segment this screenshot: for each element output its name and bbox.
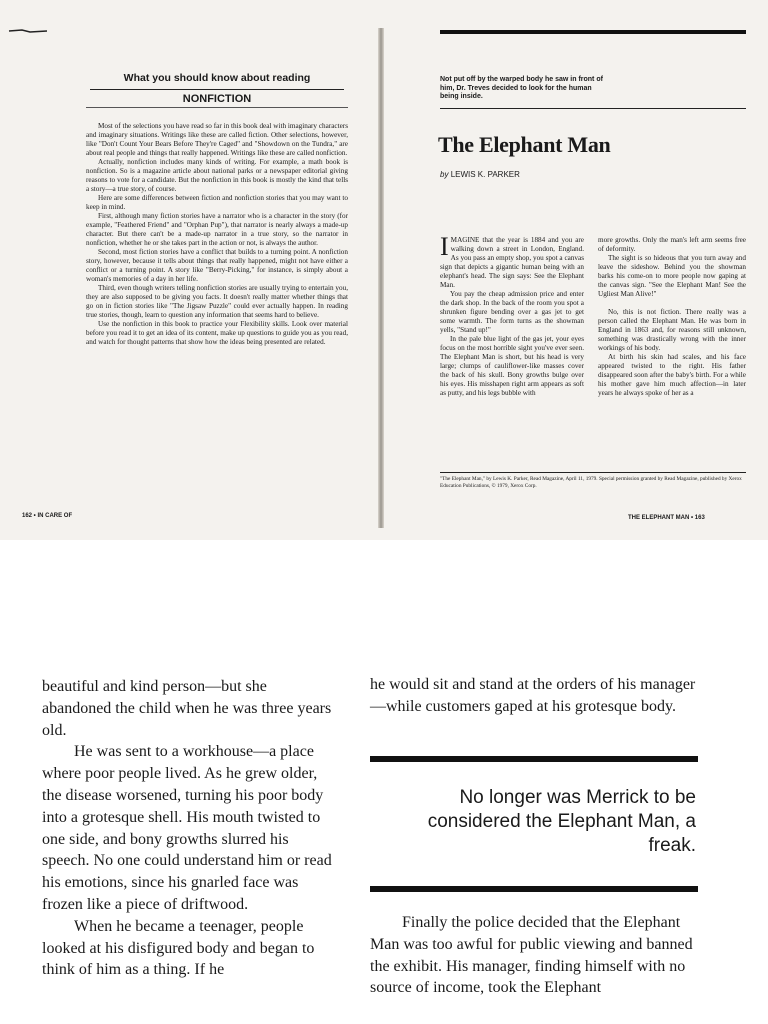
section-header: What you should know about reading (90, 72, 344, 90)
article-column-1 (440, 232, 584, 398)
credit-line: "The Elephant Man," by Lewis K. Parker, Read Magazine, April 11, 1979. Special permission granted by Read Magazine, published by Xerox Education Publications, © 1979, Xerox Corp. (440, 476, 742, 489)
top-rule (440, 30, 746, 34)
byline-prefix: by (440, 170, 449, 179)
left-page-footer: 162 • IN CARE OF (22, 513, 73, 519)
paragraph: more growths. Only the man's left arm seems free of deformity. (598, 236, 746, 253)
paragraph: When he became a teenager, people looked at his disfigured body and began to think of him as a thing. If he (42, 917, 315, 979)
paragraph: In the pale blue light of the gas jet, your eyes focus on the most horrible sight you've ever seen. The Elephant Man is short, but his head is very large; clumps of cauliflower-like masses cover the back of his skull. Bony growths bulge over his eyes. His misshapen right arm appears as soft as putty, and his legs bubble with (440, 335, 584, 397)
article-title: The Elephant Man (438, 132, 611, 157)
article-column-2 (598, 236, 746, 398)
credit-rule (440, 472, 746, 473)
left-page-article (86, 72, 348, 347)
paragraph: Finally the police decided that the Elephant Man was too awful for public viewing and banned the exhibit. His manager, finding himself with no source of income, took the Elephant (370, 914, 693, 997)
bottom-left-column (42, 676, 338, 981)
paragraph: Most of the selections you have read so far in this book deal with imaginary characters and imaginary situations. Writings like these are called fiction. Other selections, however, like "Don't Count Your Bears Before They're Caged" and "Showdown on the Tundra," are about real people and things that really happened. Writings like these are called nonfiction. (86, 122, 348, 157)
paragraph: Here are some differences between fiction and nonfiction stories that you may want to keep in mind. (86, 194, 348, 211)
paragraph: IMAGINE that the year is 1884 and you are walking down a street in London, England. As you pass an empty shop, you spot a canvas sign that depicts a gigantic human being with an elephant's head. The sign says: See the Elephant Man. (440, 232, 584, 289)
paragraph: Third, even though writers telling nonfiction stories are usually trying to entertain you, they are also supposed to be giving you facts. It doesn't really matter whether things that go on in fiction stories like "The Jigsaw Puzzle" could ever actually happen. In reading true stories, though, learn to question any information that seems hard to believe. (86, 284, 348, 319)
drop-cap: I (440, 232, 449, 261)
paragraph: First, although many fiction stories have a narrator who is a character in the story (for example, "Feathered Friend" and "Orphan Pup"), that narrator is nearly always a made-up character. But there can't be a made-up narrator in a true story, so the narrator in nonfiction, whether he or she takes part in the action or not, is always the author. (86, 212, 348, 247)
paragraph: beautiful and kind person—but she abandoned the child when he was three years old. (42, 678, 332, 739)
caption-rule (440, 108, 746, 109)
paragraph: Second, most fiction stories have a conflict that builds to a turning point. A nonfiction story, however, because it tells about things that really happened, might not have either a conflict or a turning point. A story like "Berry-Picking," for instance, is simply about a woman's memories of a day in her life. (86, 248, 348, 283)
bottom-right-body (370, 912, 700, 999)
paragraph: No, this is not fiction. There really was a person called the Elephant Man. He was born in England in 1863 and, for reasons still unknown, something was drastically wrong with the inner workings of his body. (598, 308, 746, 352)
scanned-page-bottom (0, 540, 768, 1024)
paragraph: You pay the cheap admission price and enter the dark shop. In the back of the room you spot a shrunken figure bending over a gas jet to get some warmth. The form turns as the showman yells, "Stand up!" (440, 290, 584, 334)
paragraph: The sight is so hideous that you turn away and leave the sideshow. Behind you the showman barks his come-on to more people now gaping at the canvas sign. "See the Elephant Man! See the Ugliest Man Alive!" (598, 254, 746, 298)
left-page-body (86, 122, 348, 347)
section-subheader: NONFICTION (86, 93, 348, 108)
pull-quote-rule-top (370, 756, 698, 762)
article-caption: Not put off by the warped body he saw in front of him, Dr. Treves decided to look for the human being inside. (440, 76, 603, 100)
paragraph: Actually, nonfiction includes many kinds of writing. For example, a math book is nonfiction. So is a magazine article about national parks or a newspaper editorial giving reasons to vote for a candidate. But the nonfiction in this book is mostly the kind that tells a story—a true story, of course. (86, 158, 348, 193)
book-spine (378, 28, 384, 528)
pull-quote-rule-bottom (370, 886, 698, 892)
byline (440, 170, 520, 179)
paragraph: At birth his skin had scales, and his face appeared twisted to the right. His father disappeared soon after the baby's birth. For a while his mother gave him much affection—in later years he always spoke of her as a (598, 353, 746, 397)
bottom-right-paragraph: he would sit and stand at the orders of his manager—while customers gaped at his grotesque body. (370, 676, 696, 715)
author-name: LEWIS K. PARKER (450, 170, 520, 179)
paragraph: He was sent to a workhouse—a place where poor people lived. As he grew older, the disease worsened, turning his poor body into a grotesque shell. His mouth twisted to one side, and bony growths slurred his speech. No one could understand him or read his emotions, since his gnarled face was frozen like a piece of driftwood. (42, 743, 332, 913)
pen-mark-icon (8, 28, 48, 34)
right-page-footer: THE ELEPHANT MAN • 163 (628, 515, 705, 521)
pull-quote: No longer was Merrick to be considered the Elephant Man, a freak. (427, 787, 696, 856)
paragraph: Use the nonfiction in this book to practice your Flexibility skills. Look over material before you read it to get an idea of its content, make up questions to guide you as you read, and watch for thought patterns that show how the ideas being presented are related. (86, 320, 348, 346)
